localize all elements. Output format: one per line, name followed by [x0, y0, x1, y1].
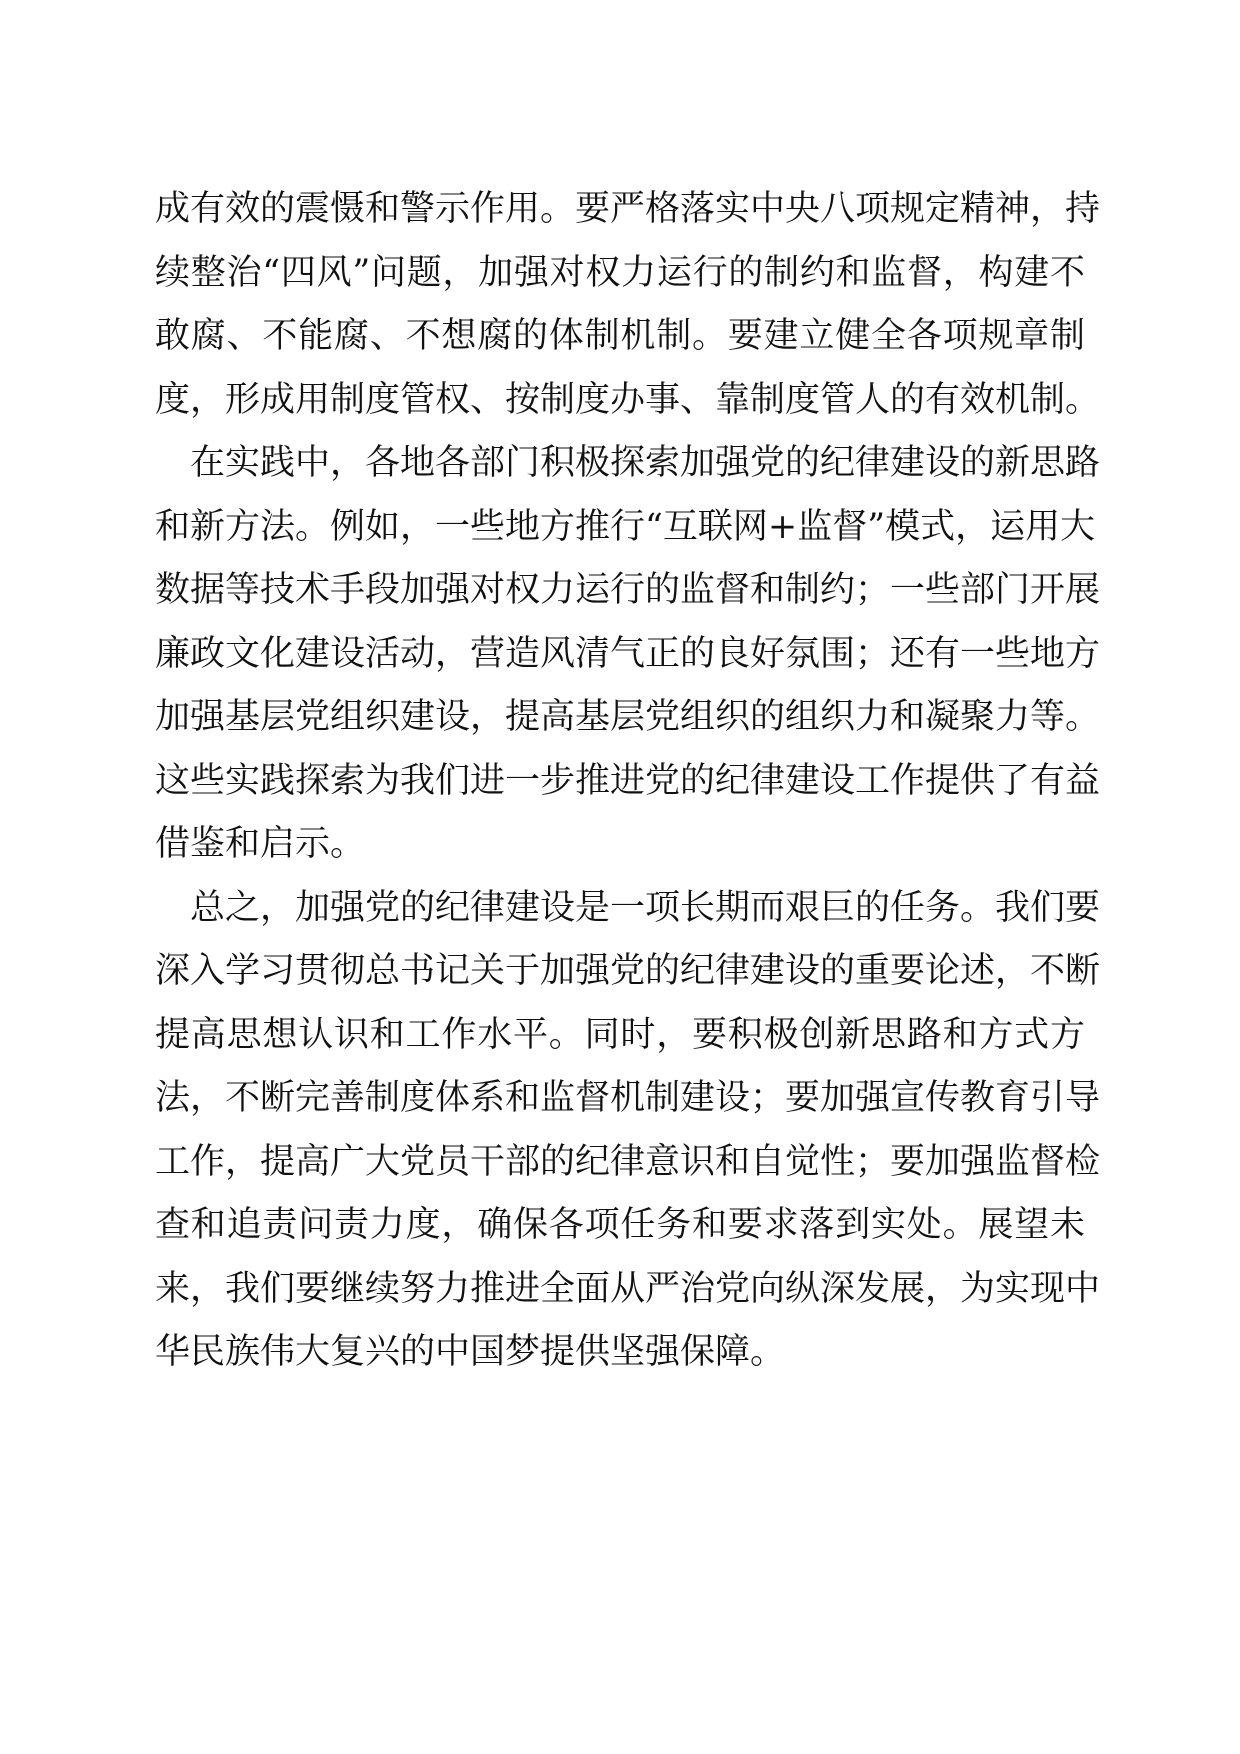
paragraph-line: 查和追责问责力度，确保各项任务和要求落到实处。展望未: [155, 1205, 1085, 1245]
paragraph-3: [155, 877, 1101, 1385]
paragraph-line: 敢腐、不能腐、不想腐的体制机制。要建立健全各项规章制: [155, 316, 1085, 356]
paragraph-line: 法，不断完善制度体系和监督机制建设；要加强宣传教育引导: [155, 1078, 1101, 1118]
paragraph-line: 续整治“四风”问题，加强对权力运行的制约和监督，构建不: [155, 252, 1085, 293]
paragraph-line: 华民族伟大复兴的中国梦提供坚强保障。: [155, 1332, 786, 1372]
paragraph-line: 来，我们要继续努力推进全面从严治党向纵深发展，为实现中: [155, 1268, 1101, 1309]
document-body: [155, 178, 1101, 1385]
paragraph-1: [155, 178, 1101, 432]
paragraph-line: 加强基层党组织建设，提高基层党组织的组织力和凝聚力等。: [155, 697, 1101, 737]
paragraph-2: [155, 432, 1101, 877]
paragraph-line: 提高思想认识和工作水平。同时，要积极创新思路和方式方: [155, 1014, 1085, 1055]
paragraph-line: 总之，加强党的纪律建设是一项长期而艰巨的任务。我们要: [190, 887, 1101, 928]
paragraph-line: 和新方法。例如，一些地方推行“互联网+监督”模式，运用大: [155, 506, 1096, 547]
paragraph-line: 深入学习贯彻总书记关于加强党的纪律建设的重要论述，不断: [155, 951, 1101, 991]
paragraph-line: 数据等技术手段加强对权力运行的监督和制约；一些部门开展: [155, 570, 1101, 610]
paragraph-line: 廉政文化建设活动，营造风清气正的良好氛围；还有一些地方: [155, 633, 1101, 674]
paragraph-line: 在实践中，各地各部门积极探索加强党的纪律建设的新思路: [190, 443, 1101, 483]
paragraph-line: 借鉴和启示。: [155, 824, 366, 864]
paragraph-line: 度，形成用制度管权、按制度办事、靠制度管人的有效机制。: [155, 379, 1101, 420]
paragraph-line: 这些实践探索为我们进一步推进党的纪律建设工作提供了有益: [155, 760, 1101, 801]
paragraph-line: 工作，提高广大党员干部的纪律意识和自觉性；要加强监督检: [155, 1141, 1101, 1182]
paragraph-line: 成有效的震慑和警示作用。要严格落实中央八项规定精神，持: [155, 189, 1101, 229]
